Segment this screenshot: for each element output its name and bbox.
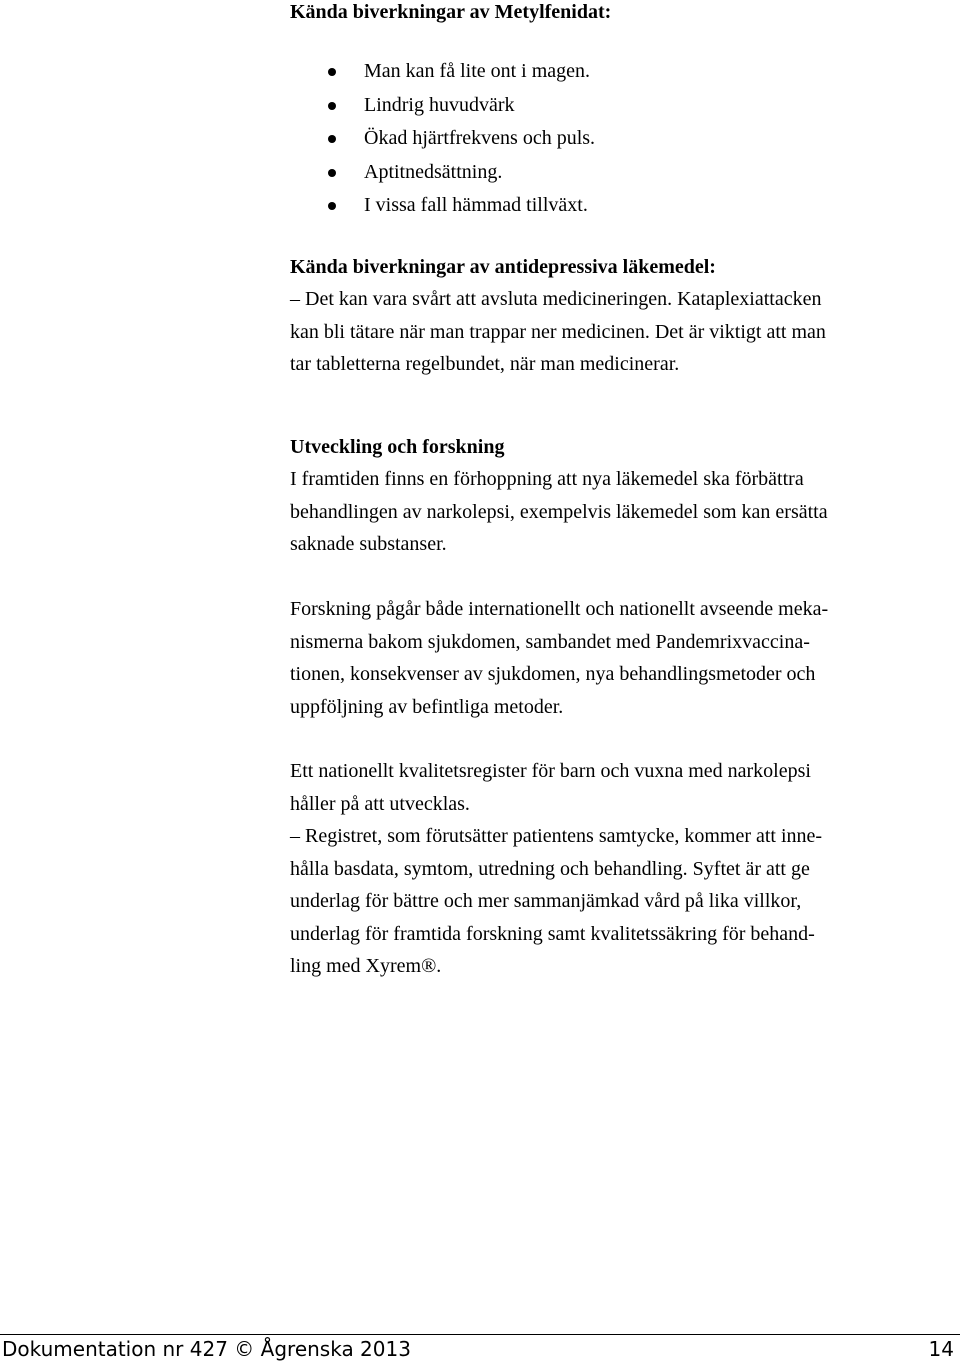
bullet-icon [328, 202, 336, 210]
text-line: Forskning pågår både internationellt och nationellt avseende meka- [290, 598, 829, 620]
text-line: underlag för bättre och mer sammanjämkad vård på lika villkor, [290, 890, 802, 912]
list-item: I vissa fall hämmad tillväxt. [290, 189, 595, 223]
section-heading-metylfenidat: Kända biverkningar av Metylfenidat: [290, 1, 612, 23]
text-line: I framtiden finns en förhoppning att nya läkemedel ska förbättra [290, 468, 804, 490]
list-item: Aptitnedsättning. [290, 156, 595, 190]
page-footer [0, 1334, 960, 1365]
footer-divider [0, 1334, 960, 1335]
text-line: Ett nationellt kvalitetsregister för barn och vuxna med narkolepsi [290, 760, 811, 782]
list-item: Ökad hjärtfrekvens och puls. [290, 122, 595, 156]
bullet-icon [328, 68, 336, 76]
text-line: tionen, konsekvenser av sjukdomen, nya behandlingsmetoder och [290, 663, 816, 685]
bullet-icon [328, 169, 336, 177]
antidepressant-section [290, 251, 952, 381]
section-heading-utveckling: Utveckling och forskning [290, 436, 505, 458]
text-line: hålla basdata, symtom, utredning och behandling. Syftet är att ge [290, 857, 810, 880]
bullet-icon [328, 135, 336, 143]
registry-paragraph [290, 755, 952, 983]
text-line: – Det kan vara svårt att avsluta medicineringen. Kataplexiattacken [290, 288, 822, 310]
side-effects-list [290, 55, 595, 223]
page-number: 14 [928, 1337, 954, 1361]
list-item: Lindrig huvudvärk [290, 89, 595, 123]
text-line: uppföljning av befintliga metoder. [290, 695, 564, 718]
list-item: Man kan få lite ont i magen. [290, 55, 595, 89]
text-line: nismerna bakom sjukdomen, sambandet med Pandemrixvaccina- [290, 630, 810, 653]
text-line: underlag för framtida forskning samt kvalitetssäkring för behand- [290, 922, 815, 945]
research-section [290, 431, 952, 561]
bullet-icon [328, 102, 336, 110]
text-line: tar tabletterna regelbundet, när man medicinerar. [290, 353, 680, 375]
text-line: behandlingen av narkolepsi, exempelvis läkemedel som kan ersätta [290, 500, 828, 523]
text-line: saknade substanser. [290, 533, 447, 555]
text-line: – Registret, som förutsätter patientens samtycke, kommer att inne- [290, 825, 823, 847]
research-paragraph [290, 593, 952, 723]
section-heading-antidepressiva: Kända biverkningar av antidepressiva läkemedel: [290, 256, 716, 278]
text-line: håller på att utvecklas. [290, 792, 470, 815]
text-line: ling med Xyrem®. [290, 955, 442, 977]
text-line: kan bli tätare när man trappar ner medicinen. Det är viktigt att man [290, 320, 826, 343]
footer-citation: Dokumentation nr 427 © Ågrenska 2013 [2, 1337, 411, 1361]
